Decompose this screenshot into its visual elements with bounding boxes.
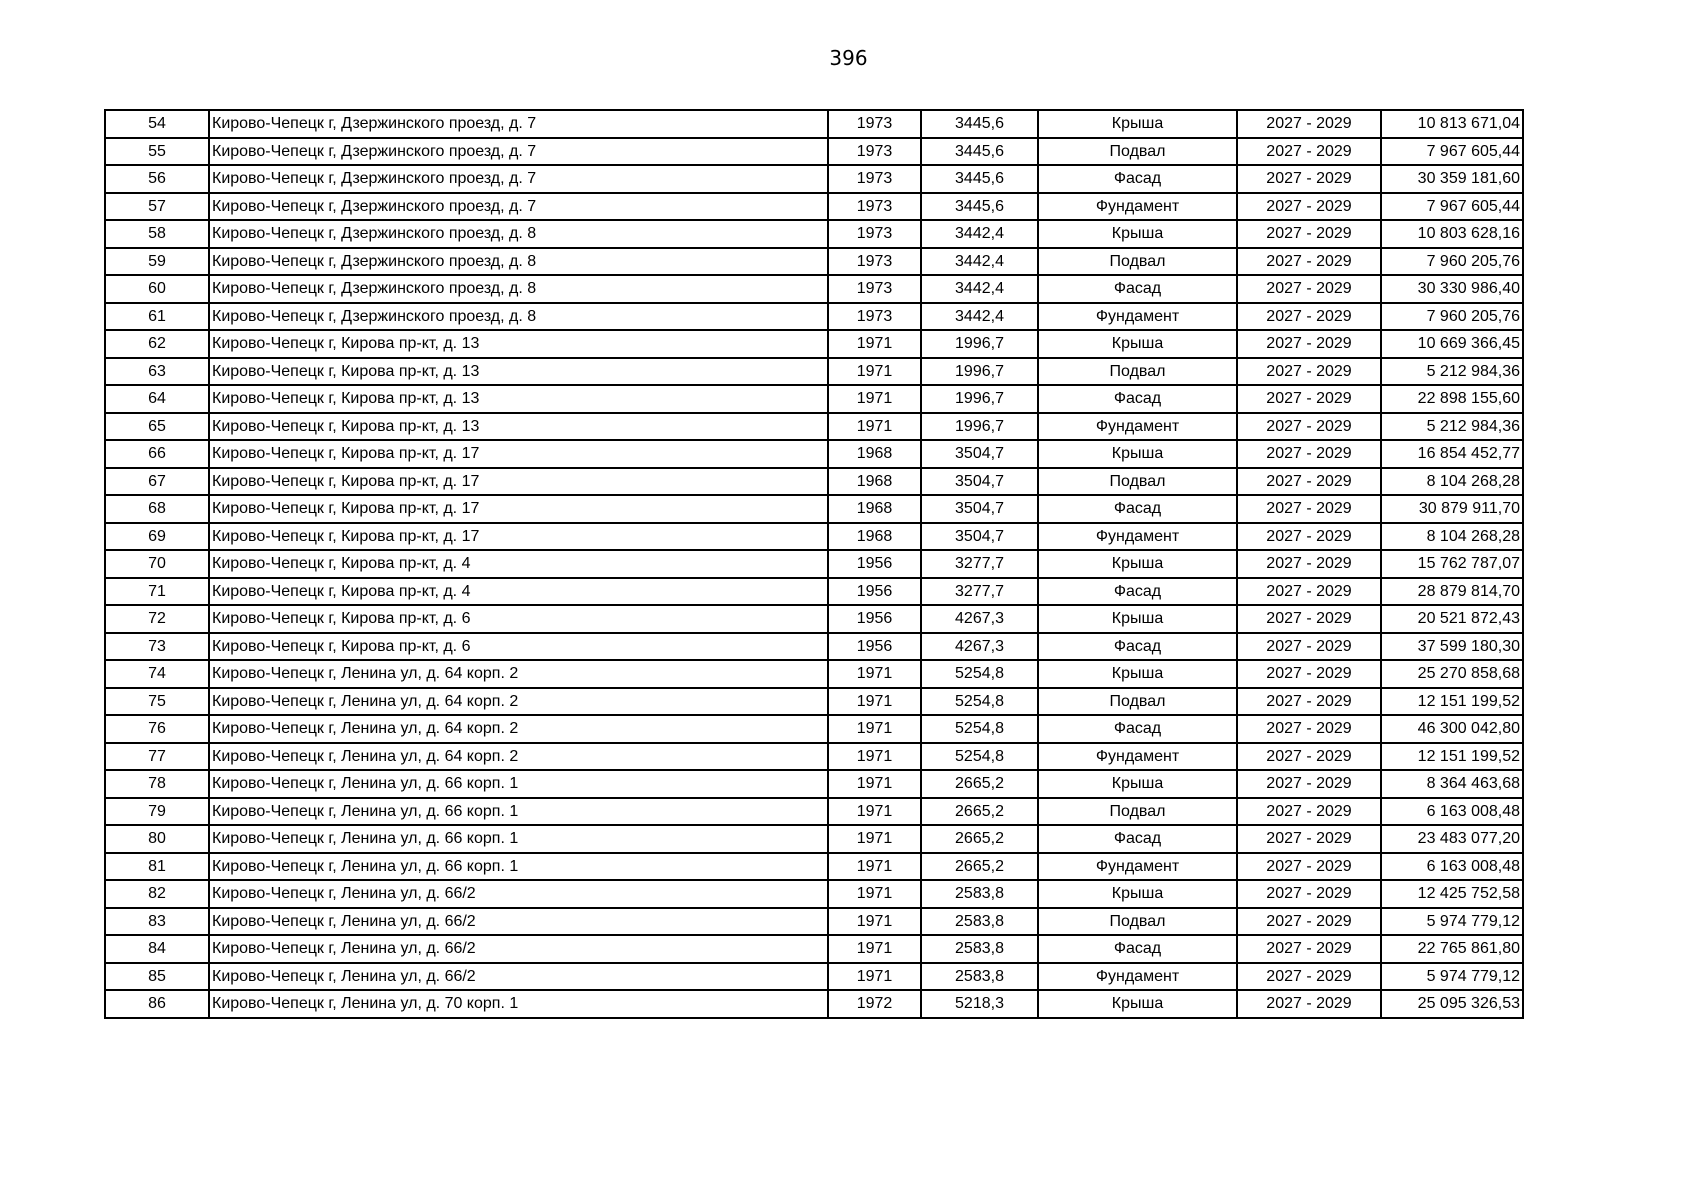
element-cell: Фундамент — [1038, 743, 1237, 771]
year-cell: 1971 — [828, 908, 921, 936]
element-cell: Крыша — [1038, 110, 1237, 138]
cost-cell: 5 212 984,36 — [1381, 413, 1523, 441]
table-row — [105, 523, 1523, 551]
element-cell: Фасад — [1038, 385, 1237, 413]
year-cell: 1971 — [828, 660, 921, 688]
table-row — [105, 770, 1523, 798]
address-cell: Кирово-Чепецк г, Ленина ул, д. 64 корп. 2 — [209, 715, 828, 743]
table-row — [105, 688, 1523, 716]
row-number-cell: 78 — [105, 770, 209, 798]
table-row — [105, 798, 1523, 826]
cost-cell: 8 104 268,28 — [1381, 523, 1523, 551]
cost-cell: 15 762 787,07 — [1381, 550, 1523, 578]
period-cell: 2027 - 2029 — [1237, 963, 1381, 991]
area-cell: 4267,3 — [921, 633, 1038, 661]
year-cell: 1956 — [828, 633, 921, 661]
address-cell: Кирово-Чепецк г, Ленина ул, д. 66/2 — [209, 963, 828, 991]
cost-cell: 6 163 008,48 — [1381, 798, 1523, 826]
year-cell: 1971 — [828, 385, 921, 413]
year-cell: 1971 — [828, 825, 921, 853]
table-row — [105, 413, 1523, 441]
period-cell: 2027 - 2029 — [1237, 358, 1381, 386]
year-cell: 1971 — [828, 743, 921, 771]
element-cell: Крыша — [1038, 605, 1237, 633]
period-cell: 2027 - 2029 — [1237, 908, 1381, 936]
address-cell: Кирово-Чепецк г, Кирова пр-кт, д. 17 — [209, 440, 828, 468]
table-row — [105, 165, 1523, 193]
cost-cell: 30 330 986,40 — [1381, 275, 1523, 303]
period-cell: 2027 - 2029 — [1237, 193, 1381, 221]
period-cell: 2027 - 2029 — [1237, 605, 1381, 633]
area-cell: 3504,7 — [921, 523, 1038, 551]
period-cell: 2027 - 2029 — [1237, 523, 1381, 551]
address-cell: Кирово-Чепецк г, Дзержинского проезд, д. 8 — [209, 220, 828, 248]
row-number-cell: 64 — [105, 385, 209, 413]
period-cell: 2027 - 2029 — [1237, 440, 1381, 468]
table-row — [105, 495, 1523, 523]
year-cell: 1973 — [828, 165, 921, 193]
cost-cell: 7 960 205,76 — [1381, 248, 1523, 276]
address-cell: Кирово-Чепецк г, Ленина ул, д. 70 корп. 1 — [209, 990, 828, 1018]
area-cell: 2665,2 — [921, 798, 1038, 826]
table-row — [105, 358, 1523, 386]
element-cell: Подвал — [1038, 468, 1237, 496]
area-cell: 3445,6 — [921, 110, 1038, 138]
period-cell: 2027 - 2029 — [1237, 138, 1381, 166]
table-row — [105, 385, 1523, 413]
address-cell: Кирово-Чепецк г, Кирова пр-кт, д. 13 — [209, 385, 828, 413]
year-cell: 1973 — [828, 303, 921, 331]
element-cell: Фасад — [1038, 825, 1237, 853]
area-cell: 3277,7 — [921, 578, 1038, 606]
period-cell: 2027 - 2029 — [1237, 633, 1381, 661]
area-cell: 2583,8 — [921, 963, 1038, 991]
year-cell: 1971 — [828, 853, 921, 881]
table-row — [105, 110, 1523, 138]
year-cell: 1971 — [828, 330, 921, 358]
row-number-cell: 68 — [105, 495, 209, 523]
address-cell: Кирово-Чепецк г, Ленина ул, д. 66/2 — [209, 935, 828, 963]
period-cell: 2027 - 2029 — [1237, 798, 1381, 826]
cost-cell: 28 879 814,70 — [1381, 578, 1523, 606]
element-cell: Подвал — [1038, 248, 1237, 276]
period-cell: 2027 - 2029 — [1237, 935, 1381, 963]
table-row — [105, 193, 1523, 221]
area-cell: 3445,6 — [921, 193, 1038, 221]
area-cell: 2583,8 — [921, 908, 1038, 936]
cost-cell: 12 151 199,52 — [1381, 688, 1523, 716]
period-cell: 2027 - 2029 — [1237, 550, 1381, 578]
table-row — [105, 880, 1523, 908]
cost-cell: 46 300 042,80 — [1381, 715, 1523, 743]
row-number-cell: 54 — [105, 110, 209, 138]
row-number-cell: 70 — [105, 550, 209, 578]
cost-cell: 8 104 268,28 — [1381, 468, 1523, 496]
cost-cell: 7 967 605,44 — [1381, 138, 1523, 166]
table-row — [105, 825, 1523, 853]
element-cell: Крыша — [1038, 440, 1237, 468]
address-cell: Кирово-Чепецк г, Кирова пр-кт, д. 6 — [209, 605, 828, 633]
element-cell: Крыша — [1038, 880, 1237, 908]
row-number-cell: 67 — [105, 468, 209, 496]
table-body — [105, 110, 1523, 1018]
cost-cell: 12 151 199,52 — [1381, 743, 1523, 771]
year-cell: 1971 — [828, 715, 921, 743]
year-cell: 1973 — [828, 248, 921, 276]
table-row — [105, 578, 1523, 606]
year-cell: 1971 — [828, 770, 921, 798]
address-cell: Кирово-Чепецк г, Ленина ул, д. 66 корп. 1 — [209, 798, 828, 826]
area-cell: 3442,4 — [921, 303, 1038, 331]
cost-cell: 10 669 366,45 — [1381, 330, 1523, 358]
row-number-cell: 74 — [105, 660, 209, 688]
address-cell: Кирово-Чепецк г, Ленина ул, д. 64 корп. 2 — [209, 743, 828, 771]
year-cell: 1956 — [828, 550, 921, 578]
year-cell: 1971 — [828, 880, 921, 908]
table-row — [105, 963, 1523, 991]
year-cell: 1973 — [828, 110, 921, 138]
row-number-cell: 76 — [105, 715, 209, 743]
row-number-cell: 83 — [105, 908, 209, 936]
element-cell: Фасад — [1038, 275, 1237, 303]
row-number-cell: 81 — [105, 853, 209, 881]
element-cell: Фундамент — [1038, 193, 1237, 221]
element-cell: Подвал — [1038, 908, 1237, 936]
table-row — [105, 715, 1523, 743]
table-row — [105, 605, 1523, 633]
address-cell: Кирово-Чепецк г, Дзержинского проезд, д. 7 — [209, 138, 828, 166]
address-cell: Кирово-Чепецк г, Кирова пр-кт, д. 4 — [209, 578, 828, 606]
period-cell: 2027 - 2029 — [1237, 385, 1381, 413]
row-number-cell: 57 — [105, 193, 209, 221]
area-cell: 3504,7 — [921, 495, 1038, 523]
year-cell: 1972 — [828, 990, 921, 1018]
cost-cell: 5 212 984,36 — [1381, 358, 1523, 386]
year-cell: 1971 — [828, 935, 921, 963]
repair-schedule-table — [104, 109, 1524, 1019]
row-number-cell: 63 — [105, 358, 209, 386]
address-cell: Кирово-Чепецк г, Ленина ул, д. 64 корп. 2 — [209, 660, 828, 688]
row-number-cell: 77 — [105, 743, 209, 771]
cost-cell: 37 599 180,30 — [1381, 633, 1523, 661]
cost-cell: 12 425 752,58 — [1381, 880, 1523, 908]
period-cell: 2027 - 2029 — [1237, 770, 1381, 798]
address-cell: Кирово-Чепецк г, Кирова пр-кт, д. 13 — [209, 330, 828, 358]
row-number-cell: 72 — [105, 605, 209, 633]
address-cell: Кирово-Чепецк г, Ленина ул, д. 66/2 — [209, 880, 828, 908]
row-number-cell: 69 — [105, 523, 209, 551]
table-row — [105, 908, 1523, 936]
year-cell: 1971 — [828, 963, 921, 991]
area-cell: 5254,8 — [921, 743, 1038, 771]
cost-cell: 10 813 671,04 — [1381, 110, 1523, 138]
area-cell: 3445,6 — [921, 165, 1038, 193]
row-number-cell: 79 — [105, 798, 209, 826]
cost-cell: 22 765 861,80 — [1381, 935, 1523, 963]
period-cell: 2027 - 2029 — [1237, 413, 1381, 441]
table-row — [105, 330, 1523, 358]
period-cell: 2027 - 2029 — [1237, 468, 1381, 496]
period-cell: 2027 - 2029 — [1237, 880, 1381, 908]
year-cell: 1968 — [828, 468, 921, 496]
period-cell: 2027 - 2029 — [1237, 495, 1381, 523]
element-cell: Фасад — [1038, 578, 1237, 606]
table-row — [105, 303, 1523, 331]
row-number-cell: 80 — [105, 825, 209, 853]
element-cell: Подвал — [1038, 688, 1237, 716]
element-cell: Фундамент — [1038, 523, 1237, 551]
area-cell: 3442,4 — [921, 220, 1038, 248]
table-row — [105, 440, 1523, 468]
address-cell: Кирово-Чепецк г, Ленина ул, д. 66 корп. 1 — [209, 825, 828, 853]
period-cell: 2027 - 2029 — [1237, 825, 1381, 853]
period-cell: 2027 - 2029 — [1237, 303, 1381, 331]
row-number-cell: 59 — [105, 248, 209, 276]
address-cell: Кирово-Чепецк г, Ленина ул, д. 66 корп. 1 — [209, 853, 828, 881]
area-cell: 5218,3 — [921, 990, 1038, 1018]
address-cell: Кирово-Чепецк г, Дзержинского проезд, д. 8 — [209, 248, 828, 276]
year-cell: 1973 — [828, 193, 921, 221]
year-cell: 1968 — [828, 440, 921, 468]
element-cell: Крыша — [1038, 660, 1237, 688]
year-cell: 1968 — [828, 495, 921, 523]
element-cell: Фасад — [1038, 165, 1237, 193]
element-cell: Крыша — [1038, 770, 1237, 798]
period-cell: 2027 - 2029 — [1237, 660, 1381, 688]
address-cell: Кирово-Чепецк г, Дзержинского проезд, д. 7 — [209, 193, 828, 221]
area-cell: 2583,8 — [921, 935, 1038, 963]
year-cell: 1956 — [828, 605, 921, 633]
cost-cell: 23 483 077,20 — [1381, 825, 1523, 853]
area-cell: 2665,2 — [921, 825, 1038, 853]
address-cell: Кирово-Чепецк г, Кирова пр-кт, д. 4 — [209, 550, 828, 578]
element-cell: Крыша — [1038, 990, 1237, 1018]
year-cell: 1973 — [828, 275, 921, 303]
period-cell: 2027 - 2029 — [1237, 990, 1381, 1018]
address-cell: Кирово-Чепецк г, Кирова пр-кт, д. 13 — [209, 413, 828, 441]
period-cell: 2027 - 2029 — [1237, 578, 1381, 606]
table-row — [105, 990, 1523, 1018]
address-cell: Кирово-Чепецк г, Дзержинского проезд, д. 7 — [209, 165, 828, 193]
row-number-cell: 55 — [105, 138, 209, 166]
period-cell: 2027 - 2029 — [1237, 743, 1381, 771]
element-cell: Крыша — [1038, 220, 1237, 248]
row-number-cell: 75 — [105, 688, 209, 716]
period-cell: 2027 - 2029 — [1237, 220, 1381, 248]
area-cell: 5254,8 — [921, 660, 1038, 688]
page-number: 396 — [829, 46, 868, 70]
row-number-cell: 71 — [105, 578, 209, 606]
element-cell: Фасад — [1038, 935, 1237, 963]
address-cell: Кирово-Чепецк г, Ленина ул, д. 66 корп. 1 — [209, 770, 828, 798]
year-cell: 1973 — [828, 220, 921, 248]
row-number-cell: 66 — [105, 440, 209, 468]
period-cell: 2027 - 2029 — [1237, 110, 1381, 138]
table-row — [105, 220, 1523, 248]
year-cell: 1971 — [828, 413, 921, 441]
area-cell: 3442,4 — [921, 275, 1038, 303]
element-cell: Крыша — [1038, 330, 1237, 358]
address-cell: Кирово-Чепецк г, Дзержинского проезд, д. 7 — [209, 110, 828, 138]
element-cell: Фундамент — [1038, 963, 1237, 991]
row-number-cell: 62 — [105, 330, 209, 358]
address-cell: Кирово-Чепецк г, Дзержинского проезд, д. 8 — [209, 303, 828, 331]
cost-cell: 5 974 779,12 — [1381, 963, 1523, 991]
area-cell: 1996,7 — [921, 385, 1038, 413]
period-cell: 2027 - 2029 — [1237, 330, 1381, 358]
cost-cell: 16 854 452,77 — [1381, 440, 1523, 468]
cost-cell: 7 960 205,76 — [1381, 303, 1523, 331]
cost-cell: 7 967 605,44 — [1381, 193, 1523, 221]
row-number-cell: 61 — [105, 303, 209, 331]
element-cell: Фасад — [1038, 633, 1237, 661]
cost-cell: 30 879 911,70 — [1381, 495, 1523, 523]
row-number-cell: 58 — [105, 220, 209, 248]
area-cell: 2665,2 — [921, 853, 1038, 881]
element-cell: Фасад — [1038, 715, 1237, 743]
area-cell: 1996,7 — [921, 358, 1038, 386]
period-cell: 2027 - 2029 — [1237, 165, 1381, 193]
row-number-cell: 82 — [105, 880, 209, 908]
table-row — [105, 743, 1523, 771]
address-cell: Кирово-Чепецк г, Ленина ул, д. 66/2 — [209, 908, 828, 936]
row-number-cell: 56 — [105, 165, 209, 193]
address-cell: Кирово-Чепецк г, Кирова пр-кт, д. 17 — [209, 468, 828, 496]
address-cell: Кирово-Чепецк г, Кирова пр-кт, д. 17 — [209, 523, 828, 551]
year-cell: 1971 — [828, 358, 921, 386]
period-cell: 2027 - 2029 — [1237, 275, 1381, 303]
element-cell: Фасад — [1038, 495, 1237, 523]
table-row — [105, 248, 1523, 276]
cost-cell: 10 803 628,16 — [1381, 220, 1523, 248]
cost-cell: 25 095 326,53 — [1381, 990, 1523, 1018]
year-cell: 1973 — [828, 138, 921, 166]
area-cell: 4267,3 — [921, 605, 1038, 633]
table-row — [105, 138, 1523, 166]
area-cell: 3504,7 — [921, 468, 1038, 496]
element-cell: Фундамент — [1038, 853, 1237, 881]
cost-cell: 6 163 008,48 — [1381, 853, 1523, 881]
cost-cell: 30 359 181,60 — [1381, 165, 1523, 193]
row-number-cell: 60 — [105, 275, 209, 303]
year-cell: 1968 — [828, 523, 921, 551]
table-row — [105, 660, 1523, 688]
cost-cell: 8 364 463,68 — [1381, 770, 1523, 798]
area-cell: 3442,4 — [921, 248, 1038, 276]
area-cell: 5254,8 — [921, 688, 1038, 716]
period-cell: 2027 - 2029 — [1237, 715, 1381, 743]
cost-cell: 25 270 858,68 — [1381, 660, 1523, 688]
table-row — [105, 935, 1523, 963]
table-row — [105, 550, 1523, 578]
address-cell: Кирово-Чепецк г, Дзержинского проезд, д. 8 — [209, 275, 828, 303]
area-cell: 2665,2 — [921, 770, 1038, 798]
area-cell: 3504,7 — [921, 440, 1038, 468]
address-cell: Кирово-Чепецк г, Кирова пр-кт, д. 13 — [209, 358, 828, 386]
area-cell: 3277,7 — [921, 550, 1038, 578]
table-row — [105, 853, 1523, 881]
element-cell: Подвал — [1038, 358, 1237, 386]
address-cell: Кирово-Чепецк г, Кирова пр-кт, д. 17 — [209, 495, 828, 523]
area-cell: 5254,8 — [921, 715, 1038, 743]
cost-cell: 5 974 779,12 — [1381, 908, 1523, 936]
address-cell: Кирово-Чепецк г, Кирова пр-кт, д. 6 — [209, 633, 828, 661]
area-cell: 2583,8 — [921, 880, 1038, 908]
year-cell: 1971 — [828, 798, 921, 826]
row-number-cell: 84 — [105, 935, 209, 963]
table-row — [105, 633, 1523, 661]
element-cell: Фундамент — [1038, 413, 1237, 441]
year-cell: 1971 — [828, 688, 921, 716]
area-cell: 3445,6 — [921, 138, 1038, 166]
element-cell: Подвал — [1038, 138, 1237, 166]
element-cell: Подвал — [1038, 798, 1237, 826]
area-cell: 1996,7 — [921, 413, 1038, 441]
period-cell: 2027 - 2029 — [1237, 688, 1381, 716]
row-number-cell: 85 — [105, 963, 209, 991]
row-number-cell: 73 — [105, 633, 209, 661]
table-row — [105, 468, 1523, 496]
cost-cell: 22 898 155,60 — [1381, 385, 1523, 413]
row-number-cell: 86 — [105, 990, 209, 1018]
row-number-cell: 65 — [105, 413, 209, 441]
period-cell: 2027 - 2029 — [1237, 248, 1381, 276]
period-cell: 2027 - 2029 — [1237, 853, 1381, 881]
element-cell: Крыша — [1038, 550, 1237, 578]
cost-cell: 20 521 872,43 — [1381, 605, 1523, 633]
year-cell: 1956 — [828, 578, 921, 606]
table-row — [105, 275, 1523, 303]
area-cell: 1996,7 — [921, 330, 1038, 358]
element-cell: Фундамент — [1038, 303, 1237, 331]
address-cell: Кирово-Чепецк г, Ленина ул, д. 64 корп. 2 — [209, 688, 828, 716]
